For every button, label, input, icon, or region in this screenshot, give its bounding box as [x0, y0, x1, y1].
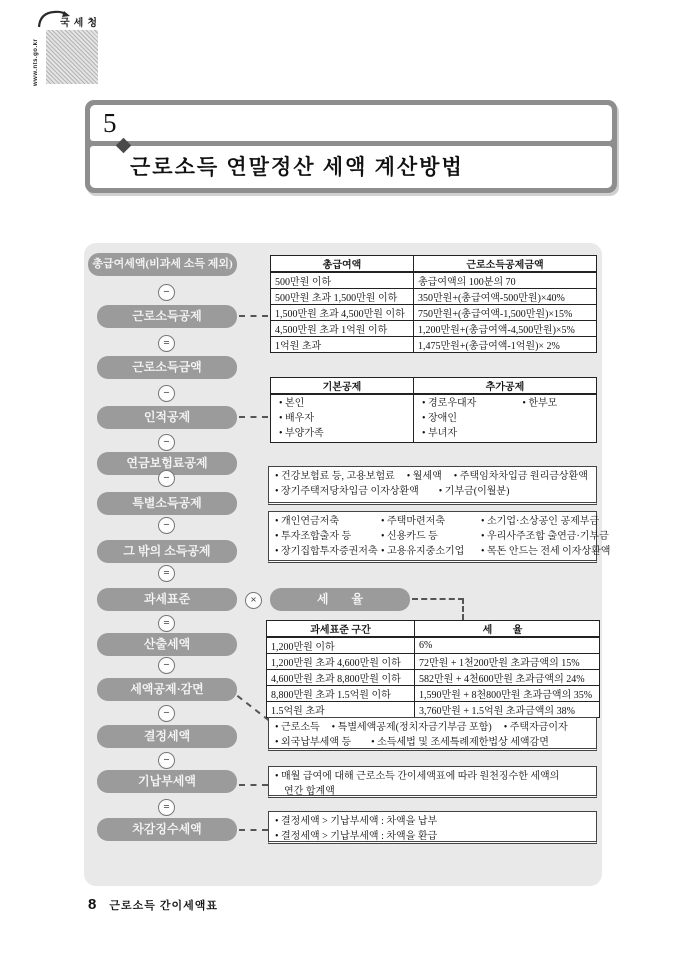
- special-deduction-note: • 건강보험료 등, 고용보험료 • 월세액 • 주택임차차입금 원리금상환액 • 장기주택저당차입금 이자상환액 • 기부금(이월분): [268, 466, 597, 505]
- equals-operator-icon: =: [158, 799, 175, 816]
- page-number: 8: [88, 896, 97, 913]
- table-row: 4,500만원 초과 1억원 이하 1,200만원+(총급여액-4,500만원)×5%: [271, 321, 597, 337]
- flow-box-other-deduction: 그 밖의 소득공제: [97, 540, 237, 563]
- prepaid-tax-note: • 매월 급여에 대해 근로소득 간이세액표에 따라 원천징수한 세액의 연간 합계액: [268, 766, 597, 798]
- logo-emblem-image: [46, 30, 98, 84]
- basic-deduction-list: • 본인 • 배우자 • 부양가족: [275, 396, 409, 441]
- page-footer: [88, 896, 218, 913]
- flow-box-pension-deduction: 연금보험료공제: [97, 452, 237, 475]
- flow-box-gross-salary: 총급여세액(비과세 소득 제외): [88, 253, 237, 276]
- footer-label: 근로소득 간이세액표: [109, 900, 219, 912]
- equals-operator-icon: =: [158, 615, 175, 632]
- logo-agency-text: 국세청: [60, 18, 101, 29]
- minus-operator-icon: −: [158, 470, 175, 487]
- flow-box-calculated-tax: 산출세액: [97, 633, 237, 656]
- flow-box-final-tax: 차감징수세액: [97, 818, 237, 841]
- multiply-operator-icon: ×: [245, 592, 262, 609]
- table-row: 1,200만원 초과 4,600만원 이하 72만원 + 1천200만원 초과금액의 15%: [267, 654, 600, 670]
- table-row: 500만원 이하 총급여액의 100분의 70: [271, 272, 597, 289]
- other-deduction-note: • 개인연금저축 • 주택마련저축 • 소기업·소상공인 공제부금 • 투자조합출자 등 • 신용카드 등 • 우리사주조합 출연금·기부금 • 장기집합투자증권저축 • 고용유지중소기업 • 목돈 안드는 전세 이자상환액: [268, 511, 597, 563]
- additional-deduction-list: • 경로우대자 • 장애인 • 부녀자: [418, 396, 476, 441]
- final-tax-note: • 결정세액 > 기납부세액 : 차액을 납부 • 결정세액 > 기납부세액 : 차액을 환급: [268, 811, 597, 844]
- flow-box-determined-tax: 결정세액: [97, 725, 237, 748]
- earned-income-deduction-table: [270, 255, 597, 353]
- flow-box-tax-credit: 세액공제·감면: [97, 678, 237, 701]
- dashed-connector: [239, 416, 268, 418]
- chapter-number: 5: [90, 105, 612, 141]
- chapter-header: [85, 100, 617, 193]
- minus-operator-icon: −: [158, 434, 175, 451]
- flow-box-prepaid-tax: 기납부세액: [97, 770, 237, 793]
- tax-rate-table: [266, 620, 600, 718]
- dashed-connector: [462, 598, 464, 620]
- chapter-title: 근로소득 연말정산 세액 계산방법: [90, 146, 612, 188]
- column-header-basic: 기본공제: [271, 378, 414, 395]
- minus-operator-icon: −: [158, 705, 175, 722]
- nts-logo: [28, 6, 112, 90]
- equals-operator-icon: =: [158, 565, 175, 582]
- personal-deduction-table: [270, 377, 597, 443]
- dashed-connector: [412, 598, 464, 600]
- column-header-range: 총급여액: [271, 256, 414, 273]
- table-row: 1,500만원 초과 4,500만원 이하 750만원+(총급여액-1,500만원)×15%: [271, 305, 597, 321]
- flowchart-panel: [84, 243, 611, 886]
- flow-box-earned-deduction: 근로소득공제: [97, 305, 237, 328]
- minus-operator-icon: −: [158, 752, 175, 769]
- flow-box-tax-rate: 세 율: [270, 588, 410, 611]
- dashed-connector: [239, 784, 268, 786]
- equals-operator-icon: =: [158, 335, 175, 352]
- column-header-additional: 추가공제: [414, 378, 597, 395]
- table-row: 1.5억원 초과 3,760만원 + 1.5억원 초과금액의 38%: [267, 702, 600, 718]
- flow-box-personal-deduction: 인적공제: [97, 406, 237, 429]
- dashed-connector: [239, 315, 268, 317]
- dashed-connector: [239, 829, 268, 831]
- minus-operator-icon: −: [158, 657, 175, 674]
- additional-deduction-list-2: • 한부모: [518, 396, 557, 441]
- table-row: [271, 394, 597, 443]
- table-row: 500만원 초과 1,500만원 이하 350만원+(총급여액-500만원)×40%: [271, 289, 597, 305]
- flow-box-earned-amount: 근로소득금액: [97, 356, 237, 379]
- table-row: 1억원 초과 1,475만원+(총급여액-1억원)× 2%: [271, 337, 597, 353]
- minus-operator-icon: −: [158, 517, 175, 534]
- table-row: 1,200만원 이하 6%: [267, 637, 600, 654]
- flow-box-special-deduction: 특별소득공제: [97, 492, 237, 515]
- minus-operator-icon: −: [158, 385, 175, 402]
- table-row: 4,600만원 초과 8,800만원 이하 582만원 + 4천600만원 초과금액의 24%: [267, 670, 600, 686]
- table-row: 8,800만원 초과 1.5억원 이하 1,590만원 + 8천800만원 초과금액의 35%: [267, 686, 600, 702]
- column-header-amount: 근로소득공제금액: [414, 256, 597, 273]
- tax-credit-note: • 근로소득 • 특별세액공제(정치자금기부금 포함) • 주택자금이자 • 외국납부세액 등 • 소득세법 및 조세특례제한법상 세액감면: [268, 717, 597, 751]
- minus-operator-icon: −: [158, 284, 175, 301]
- dashed-connector: [237, 695, 270, 721]
- column-header-rate: 세 율: [415, 621, 600, 638]
- column-header-base: 과세표준 구간: [267, 621, 415, 638]
- logo-url-text: www.nts.go.kr: [33, 38, 39, 86]
- flow-box-tax-base: 과세표준: [97, 588, 237, 611]
